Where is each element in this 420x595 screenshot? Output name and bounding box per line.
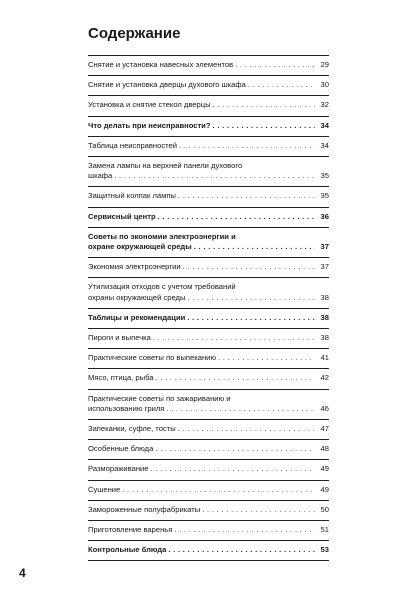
toc-entry-page: 37	[320, 242, 329, 252]
toc-entry-line	[88, 373, 329, 383]
toc-entry[interactable]	[88, 481, 329, 501]
dot-leader	[202, 505, 315, 515]
dot-leader	[183, 262, 315, 272]
dot-leader	[218, 353, 315, 363]
toc-entry[interactable]	[88, 460, 329, 480]
dot-leader	[194, 242, 315, 252]
toc-entry-title: Что делать при неисправности?	[88, 120, 211, 130]
toc-entry-line	[88, 293, 329, 303]
toc-entry-line	[88, 121, 329, 131]
toc-entry[interactable]	[88, 137, 329, 157]
toc-entry-title: Особенные блюда	[88, 444, 154, 454]
toc-entry[interactable]	[88, 329, 329, 349]
toc-entry-line	[88, 232, 329, 242]
toc-entry-page: 34	[320, 140, 329, 150]
toc-entry-line	[88, 100, 329, 110]
toc-entry-page: 37	[320, 262, 329, 272]
toc-entry-page: 41	[320, 353, 329, 363]
toc-entry-title: Установка и снятие стекол дверцы	[88, 100, 211, 110]
toc-entry-title: Таблицы и рекомендации	[88, 312, 186, 322]
toc-entry-title: Снятие и установка навесных элементов	[88, 60, 234, 69]
toc-entry-page: 32	[320, 100, 329, 110]
toc-entry-line	[88, 545, 329, 555]
dot-leader	[174, 525, 315, 535]
toc-entry[interactable]	[88, 157, 329, 187]
toc-entry[interactable]	[88, 56, 329, 76]
toc-entry-line	[88, 60, 329, 70]
toc-entry[interactable]	[88, 228, 329, 258]
toc-entry-title: Практические советы по выпеканию	[88, 353, 217, 363]
dot-leader	[158, 212, 315, 222]
toc-entry[interactable]	[88, 369, 329, 389]
toc-entry-title: Пироги и выпечка	[88, 333, 151, 343]
toc-entry-title: Замороженные полуфабрикаты	[88, 504, 201, 514]
toc-entry-line	[88, 353, 329, 363]
toc-entry-title: Экономия электроэнергии	[88, 262, 181, 272]
toc-entry-line	[88, 212, 329, 222]
toc-entry-page: 34	[320, 120, 329, 130]
toc-entry-page: 49	[320, 464, 329, 474]
dot-leader	[114, 171, 315, 181]
dot-leader	[178, 191, 315, 201]
toc-entry-line	[88, 313, 329, 323]
toc-entry-title: Советы по экономии электроэнергии и	[88, 231, 236, 241]
page-number: 4	[19, 566, 26, 580]
toc-entry-title: Сушение	[88, 484, 121, 494]
toc-entry-title: Замена лампы на верхней панели духового	[88, 161, 243, 171]
dot-leader	[168, 545, 315, 555]
toc-entry-page: 30	[320, 80, 329, 90]
toc-entry[interactable]	[88, 278, 329, 308]
toc-entry-title: охране окружающей среды	[88, 242, 192, 252]
toc-entry[interactable]	[88, 76, 329, 96]
toc-entry-page: 47	[320, 424, 329, 434]
toc-entry-title: Мясо, птица, рыба	[88, 373, 154, 383]
dot-leader	[150, 464, 315, 474]
toc-entry-line	[88, 333, 329, 343]
toc-entry[interactable]	[88, 390, 329, 420]
toc-entry-title: шкафа	[88, 171, 113, 181]
toc-entry[interactable]	[88, 187, 329, 207]
toc-entry-line	[88, 505, 329, 515]
toc-entry[interactable]	[88, 349, 329, 369]
toc-entry-page: 35	[320, 171, 329, 181]
dot-leader	[179, 141, 315, 151]
toc-entry-line	[88, 464, 329, 474]
toc-entry-page: 42	[320, 373, 329, 383]
toc-entry-page: 35	[320, 191, 329, 201]
dot-leader	[187, 293, 315, 303]
toc-entry-page: 38	[320, 312, 329, 322]
dot-leader	[166, 404, 315, 414]
toc-entry-line	[88, 282, 329, 292]
toc-entry[interactable]	[88, 420, 329, 440]
toc-entry-page: 29	[320, 60, 329, 69]
toc-entry[interactable]	[88, 208, 329, 228]
toc-entry[interactable]	[88, 258, 329, 278]
page-title: Содержание	[88, 25, 181, 42]
toc-entry-page: 53	[320, 545, 329, 555]
dot-leader	[187, 313, 315, 323]
dot-leader	[153, 333, 315, 343]
dot-leader	[122, 485, 315, 495]
dot-leader	[248, 80, 315, 90]
dot-leader	[178, 424, 315, 434]
toc-entry-line	[88, 141, 329, 151]
toc-entry[interactable]	[88, 541, 329, 561]
toc-entry[interactable]	[88, 501, 329, 521]
toc-entry-title: Размораживание	[88, 464, 149, 474]
toc-entry[interactable]	[88, 117, 329, 137]
dot-leader	[213, 100, 315, 110]
toc-entry[interactable]	[88, 309, 329, 329]
dot-leader	[155, 444, 315, 454]
toc-entry-line	[88, 394, 329, 404]
toc-entry-page: 38	[320, 333, 329, 343]
toc-entry-title: охраны окружающей среды	[88, 292, 186, 302]
toc-entry-title: Сервисный центр	[88, 211, 156, 221]
toc-entry-page: 46	[320, 403, 329, 413]
toc-entry-title: Утилизация отходов с учетом требований	[88, 282, 236, 292]
toc-entry-line	[88, 424, 329, 434]
toc-entry-page: 51	[320, 525, 329, 535]
toc-entry-line	[88, 404, 329, 414]
toc-entry-title: Контрольные блюда	[88, 545, 167, 555]
toc-entry-page: 38	[320, 292, 329, 302]
toc-entry-line	[88, 242, 329, 252]
toc-entry-page: 48	[320, 444, 329, 454]
toc-entry-page: 50	[320, 504, 329, 514]
toc-entry-line	[88, 161, 329, 171]
dot-leader	[155, 373, 315, 383]
toc-entry[interactable]	[88, 521, 329, 541]
toc-entry[interactable]	[88, 440, 329, 460]
toc-entry-line	[88, 262, 329, 272]
toc-entry-title: Таблица неисправностей	[88, 140, 178, 150]
toc-entry-title: Снятие и установка дверцы духового шкафа	[88, 80, 246, 90]
toc-entry-title: использованию гриля	[88, 403, 165, 413]
toc-entry-line	[88, 525, 329, 535]
dot-leader	[235, 60, 315, 70]
toc-entry-title: Защитный колпак лампы	[88, 191, 176, 201]
toc-entry-title: Запеканки, суфле, тосты	[88, 424, 176, 434]
toc-entry-line	[88, 171, 329, 181]
table-of-contents	[88, 55, 329, 561]
toc-entry-page: 49	[320, 484, 329, 494]
toc-entry-line	[88, 485, 329, 495]
toc-entry-line	[88, 80, 329, 90]
dot-leader	[213, 121, 316, 131]
toc-entry-line	[88, 191, 329, 201]
toc-entry-page: 36	[320, 211, 329, 221]
toc-entry-line	[88, 444, 329, 454]
toc-entry[interactable]	[88, 96, 329, 116]
toc-entry-title: Практические советы по зажариванию и	[88, 393, 231, 403]
toc-entry-title: Приготовление варенья	[88, 525, 173, 535]
